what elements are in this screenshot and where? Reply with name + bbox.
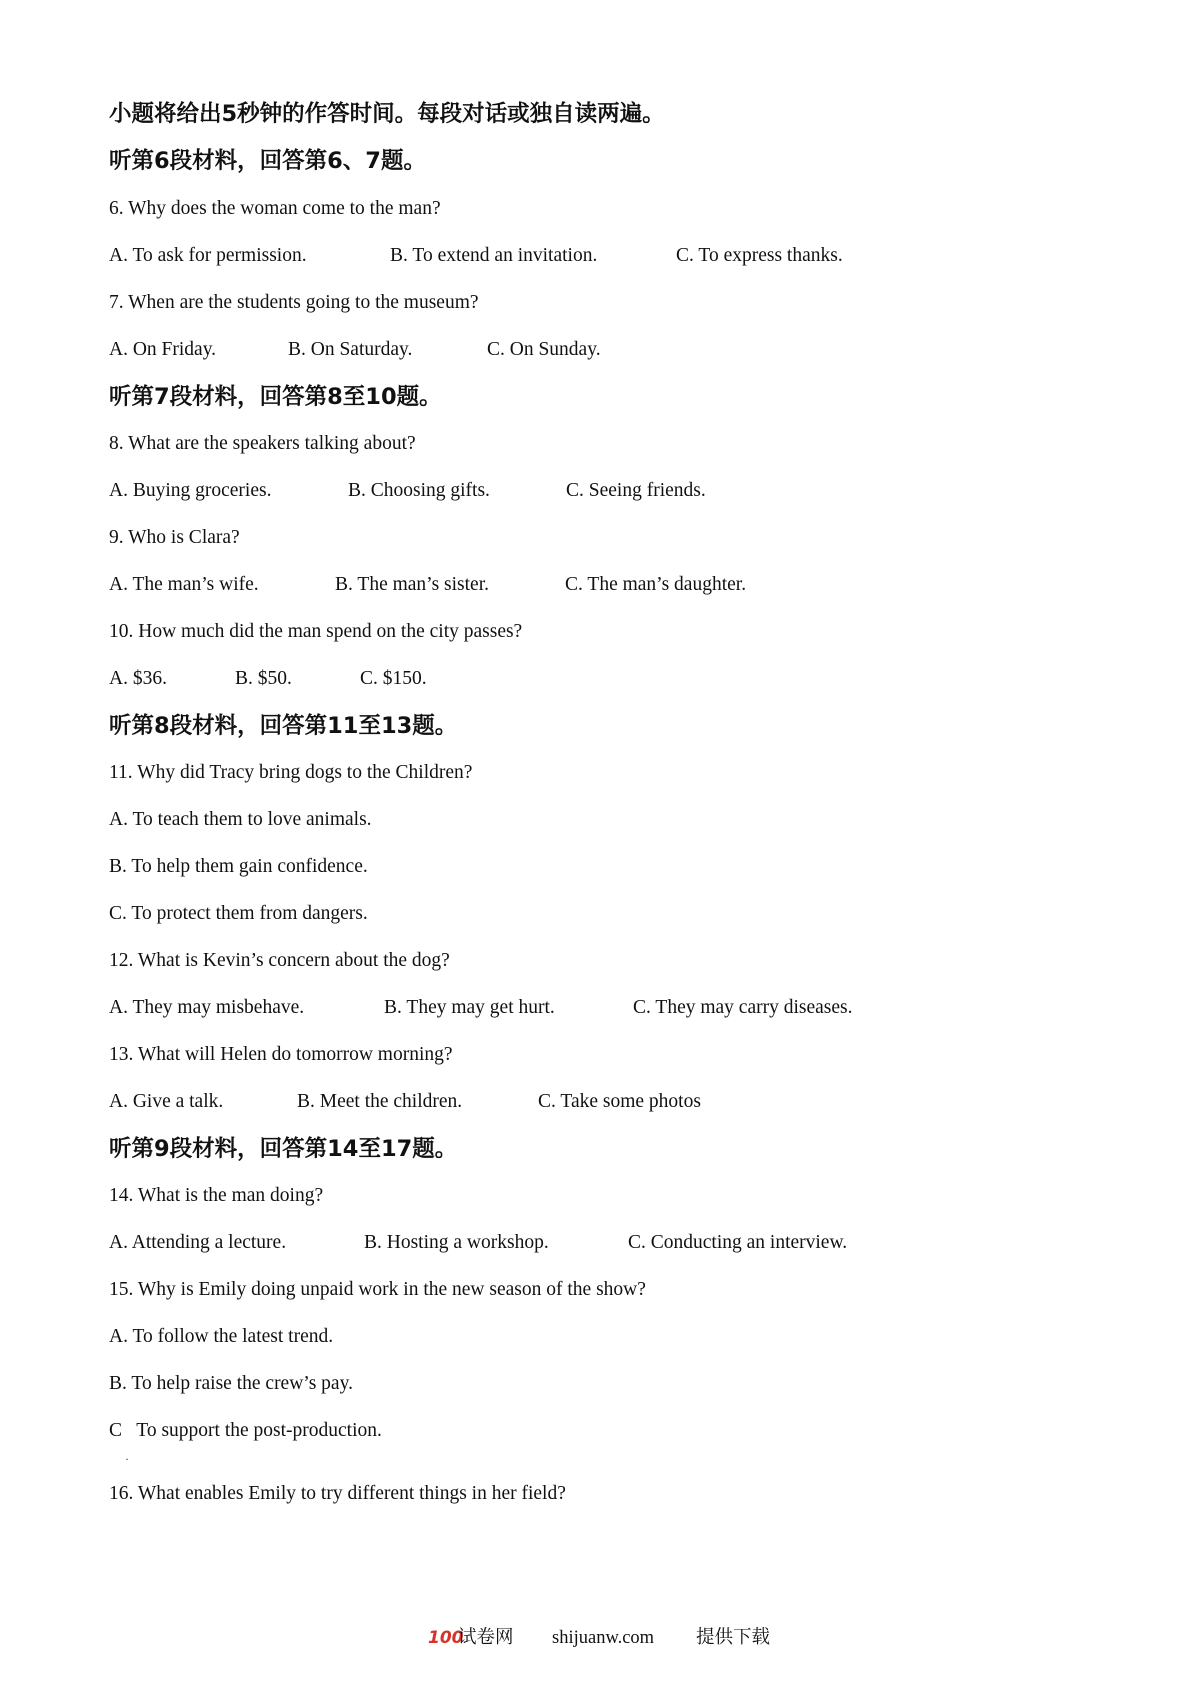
option-a: A. Give a talk. [109,1091,224,1112]
question: 7. When are the students going to the museum? [109,292,479,313]
question: 8. What are the speakers talking about? [109,433,416,454]
footer-note: 提供下载 [696,1627,771,1648]
option-b: B. $50. [235,668,292,689]
stray-dot: · [125,1452,129,1466]
option-a: A. Attending a lecture. [109,1232,287,1253]
option-c: C. Take some photos [538,1091,701,1112]
option-b: B. On Saturday. [288,339,413,360]
option-a: A. Buying groceries. [109,480,272,501]
section-heading: 听第6段材料，回答第6、7题。 [109,148,426,174]
option-b: B. They may get hurt. [384,997,555,1018]
question: 12. What is Kevin’s concern about the dog? [109,950,450,971]
option-b: B. To extend an invitation. [390,245,598,266]
option-b: B. To help raise the crew’s pay. [109,1373,353,1394]
option-row [109,1089,1109,1115]
option-row [109,243,1109,269]
option-c: C. Conducting an interview. [628,1232,848,1253]
question: 13. What will Helen do tomorrow morning? [109,1044,453,1065]
section-heading: 听第7段材料，回答第8至10题。 [109,384,442,410]
option-a: A. To teach them to love animals. [109,809,372,830]
option-a: A. $36. [109,668,167,689]
option-row [109,337,1109,363]
option-c: C. The man’s daughter. [565,574,747,595]
option-a: A. To ask for permission. [109,245,307,266]
option-c: C To support the post-production. [109,1420,382,1441]
option-c: C. They may carry diseases. [633,997,853,1018]
option-a: A. They may misbehave. [109,997,305,1018]
logo-icon: 100 [428,1628,464,1648]
option-row [109,1230,1109,1256]
option-c: C. Seeing friends. [566,480,706,501]
option-row [109,995,1109,1021]
logo-text: 试卷网 [458,1627,514,1648]
question: 6. Why does the woman come to the man? [109,198,441,219]
option-c: C. $150. [360,668,427,689]
footer [0,1623,1191,1653]
section-heading: 听第8段材料，回答第11至13题。 [109,713,458,739]
question: 11. Why did Tracy bring dogs to the Children? [109,762,473,783]
question: 14. What is the man doing? [109,1185,324,1206]
option-row [109,572,1109,598]
question: 16. What enables Emily to try different things in her field? [109,1483,566,1504]
option-row [109,666,1109,692]
option-c: C. To express thanks. [676,245,843,266]
intro-text [109,100,665,128]
option-a: A. On Friday. [109,339,217,360]
option-row [109,478,1109,504]
option-c: C. To protect them from dangers. [109,903,368,924]
question: 9. Who is Clara? [109,527,240,548]
question: 10. How much did the man spend on the city passes? [109,621,523,642]
option-b: B. Choosing gifts. [348,480,490,501]
option-c: C. On Sunday. [487,339,601,360]
option-b: B. Hosting a workshop. [364,1232,549,1253]
option-a: A. The man’s wife. [109,574,259,595]
question: 15. Why is Emily doing unpaid work in the new season of the show? [109,1279,646,1300]
section-heading: 听第9段材料，回答第14至17题。 [109,1136,458,1162]
site-link[interactable]: shijuanw.com [552,1628,655,1648]
option-b: B. Meet the children. [297,1091,463,1112]
intro-line: 小题将给出5秒钟的作答时间。每段对话或独自读两遍。 [109,101,665,127]
option-b: B. To help them gain confidence. [109,856,368,877]
option-b: B. The man’s sister. [335,574,490,595]
option-a: A. To follow the latest trend. [109,1326,334,1347]
